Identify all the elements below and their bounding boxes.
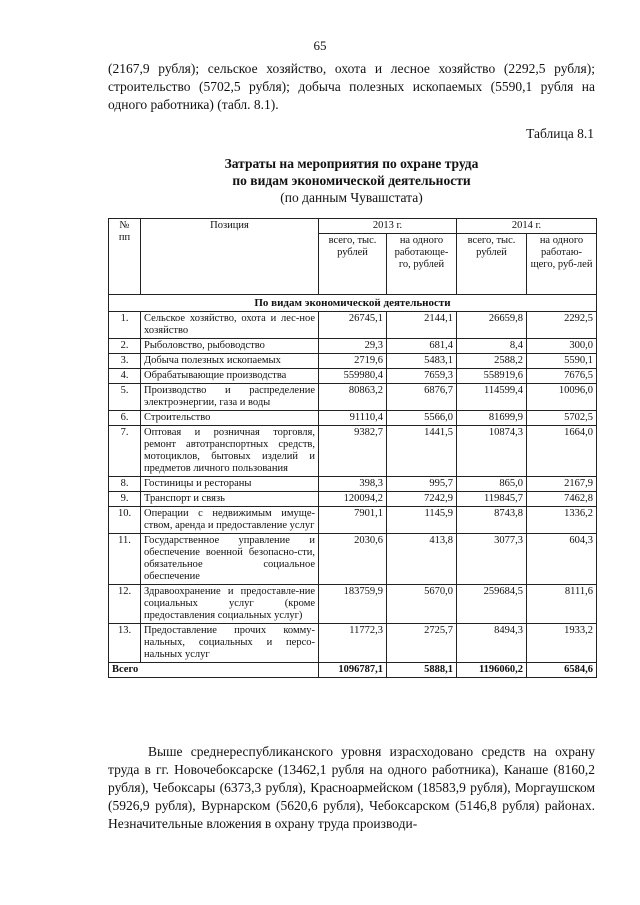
value-per-worker-2014: 2292,5 [527, 312, 597, 339]
page-number: 65 [313, 38, 327, 53]
header-per-worker-2013: на одного работающе-го, рублей [387, 234, 457, 295]
value-total-2013: 11772,3 [319, 624, 387, 663]
data-table [108, 218, 597, 678]
total-value: 5888,1 [387, 663, 457, 678]
row-number: 1. [109, 312, 141, 339]
row-name: Оптовая и розничная торговля, ремонт автотранспортных средств, мотоциклов, бытовых изделий и предметов личного пользования [141, 426, 319, 477]
table-row [109, 312, 597, 339]
value-total-2014: 558919,6 [457, 369, 527, 384]
total-value: 1196060,2 [457, 663, 527, 678]
row-name: Государственное управление и обеспечение военной безопасно-сти, обязательное социальное обеспечение [141, 534, 319, 585]
table-row [109, 354, 597, 369]
value-total-2014: 865,0 [457, 477, 527, 492]
row-number: 7. [109, 426, 141, 477]
section-row [109, 295, 597, 312]
value-per-worker-2014: 604,3 [527, 534, 597, 585]
table-row [109, 384, 597, 411]
value-per-worker-2014: 1664,0 [527, 426, 597, 477]
row-name: Сельское хозяйство, охота и лес-ное хозяйство [141, 312, 319, 339]
value-total-2013: 26745,1 [319, 312, 387, 339]
row-name: Здравоохранение и предоставле-ние социальных услуг (кроме предоставления социальных услуг) [141, 585, 319, 624]
row-name: Обрабатывающие производства [141, 369, 319, 384]
value-per-worker-2013: 2725,7 [387, 624, 457, 663]
row-number: 13. [109, 624, 141, 663]
value-per-worker-2014: 1336,2 [527, 507, 597, 534]
total-value: 1096787,1 [319, 663, 387, 678]
table-title [108, 155, 595, 206]
total-row [109, 663, 597, 678]
value-total-2014: 114599,4 [457, 384, 527, 411]
value-total-2013: 398,3 [319, 477, 387, 492]
value-per-worker-2013: 1441,5 [387, 426, 457, 477]
section-title: По видам экономической деятельности [109, 295, 597, 312]
value-per-worker-2014: 7676,5 [527, 369, 597, 384]
value-per-worker-2014: 1933,2 [527, 624, 597, 663]
header-total-2014: всего, тыс. рублей [457, 234, 527, 295]
value-per-worker-2013: 5670,0 [387, 585, 457, 624]
row-number: 6. [109, 411, 141, 426]
value-total-2013: 9382,7 [319, 426, 387, 477]
row-number: 8. [109, 477, 141, 492]
outro-paragraph: Выше среднереспубликанского уровня израсходовано средств на охрану труда в гг. Новочебоксарске (13462,1 рубля на одного работника), Канаше (8160,2 рубля), Чебоксары (6373,3 рубля), Красноармейском (18583,9 рубля), Моргаушском (5926,9 рубля), Вурнарском (5620,6 рубля), Чебоксарском (5146,8 рубля) районах. Незначительные вложения в охрану труда производи- [108, 744, 595, 831]
value-per-worker-2014: 10096,0 [527, 384, 597, 411]
value-total-2014: 8743,8 [457, 507, 527, 534]
table-header-row-1 [109, 219, 597, 234]
header-year-2013: 2013 г. [319, 219, 457, 234]
value-per-worker-2013: 681,4 [387, 339, 457, 354]
value-total-2014: 81699,9 [457, 411, 527, 426]
value-per-worker-2014: 8111,6 [527, 585, 597, 624]
table-row [109, 507, 597, 534]
row-number: 12. [109, 585, 141, 624]
row-name: Предоставление прочих комму-нальных, социальных и персо-нальных услуг [141, 624, 319, 663]
value-per-worker-2013: 5566,0 [387, 411, 457, 426]
value-total-2014: 26659,8 [457, 312, 527, 339]
row-number: 10. [109, 507, 141, 534]
total-value: 6584,6 [527, 663, 597, 678]
value-total-2013: 2030,6 [319, 534, 387, 585]
row-name: Транспорт и связь [141, 492, 319, 507]
table-title-line-2: по видам экономической деятельности [232, 173, 471, 188]
row-name: Рыболовство, рыбоводство [141, 339, 319, 354]
total-label: Всего [109, 663, 319, 678]
table-row [109, 426, 597, 477]
value-per-worker-2013: 413,8 [387, 534, 457, 585]
row-name: Строительство [141, 411, 319, 426]
row-number: 4. [109, 369, 141, 384]
row-number: 9. [109, 492, 141, 507]
value-total-2014: 119845,7 [457, 492, 527, 507]
value-per-worker-2014: 5702,5 [527, 411, 597, 426]
value-per-worker-2014: 5590,1 [527, 354, 597, 369]
table-label: Таблица 8.1 [526, 126, 594, 141]
value-per-worker-2013: 1145,9 [387, 507, 457, 534]
value-total-2014: 8494,3 [457, 624, 527, 663]
table-row [109, 411, 597, 426]
row-number: 2. [109, 339, 141, 354]
value-per-worker-2014: 7462,8 [527, 492, 597, 507]
value-per-worker-2013: 6876,7 [387, 384, 457, 411]
table-row [109, 624, 597, 663]
table-row [109, 585, 597, 624]
value-total-2013: 91110,4 [319, 411, 387, 426]
value-total-2014: 3077,3 [457, 534, 527, 585]
value-per-worker-2013: 2144,1 [387, 312, 457, 339]
value-total-2014: 2588,2 [457, 354, 527, 369]
value-total-2013: 559980,4 [319, 369, 387, 384]
row-name: Производство и распределение электроэнергии, газа и воды [141, 384, 319, 411]
value-total-2013: 80863,2 [319, 384, 387, 411]
row-number: 5. [109, 384, 141, 411]
header-num: № пп [109, 219, 141, 295]
header-total-2013: всего, тыс. рублей [319, 234, 387, 295]
value-per-worker-2013: 5483,1 [387, 354, 457, 369]
table-row [109, 477, 597, 492]
row-number: 11. [109, 534, 141, 585]
row-name: Гостиницы и рестораны [141, 477, 319, 492]
value-per-worker-2013: 995,7 [387, 477, 457, 492]
header-per-worker-2014: на одного работаю-щего, руб-лей [527, 234, 597, 295]
value-per-worker-2013: 7242,9 [387, 492, 457, 507]
value-total-2013: 120094,2 [319, 492, 387, 507]
value-total-2014: 259684,5 [457, 585, 527, 624]
header-position: Позиция [141, 219, 319, 295]
table-source: (по данным Чувашстата) [280, 190, 423, 205]
value-total-2013: 183759,9 [319, 585, 387, 624]
table-title-line-1: Затраты на мероприятия по охране труда [224, 156, 479, 171]
table-row [109, 339, 597, 354]
value-total-2013: 7901,1 [319, 507, 387, 534]
value-per-worker-2013: 7659,3 [387, 369, 457, 384]
row-name: Операции с недвижимым имуще-ством, аренда и предоставление услуг [141, 507, 319, 534]
row-number: 3. [109, 354, 141, 369]
header-year-2014: 2014 г. [457, 219, 597, 234]
intro-paragraph: (2167,9 рубля); сельское хозяйство, охота и лесное хозяйство (2292,5 рубля); строительство (5702,5 рубля); добыча полезных ископаемых (5590,1 рубля на одного работника) (табл. 8.1). [108, 61, 595, 112]
value-total-2013: 29,3 [319, 339, 387, 354]
value-total-2014: 8,4 [457, 339, 527, 354]
row-name: Добыча полезных ископаемых [141, 354, 319, 369]
table-row [109, 369, 597, 384]
value-per-worker-2014: 300,0 [527, 339, 597, 354]
value-total-2013: 2719,6 [319, 354, 387, 369]
value-per-worker-2014: 2167,9 [527, 477, 597, 492]
value-total-2014: 10874,3 [457, 426, 527, 477]
table-row [109, 492, 597, 507]
table-row [109, 534, 597, 585]
